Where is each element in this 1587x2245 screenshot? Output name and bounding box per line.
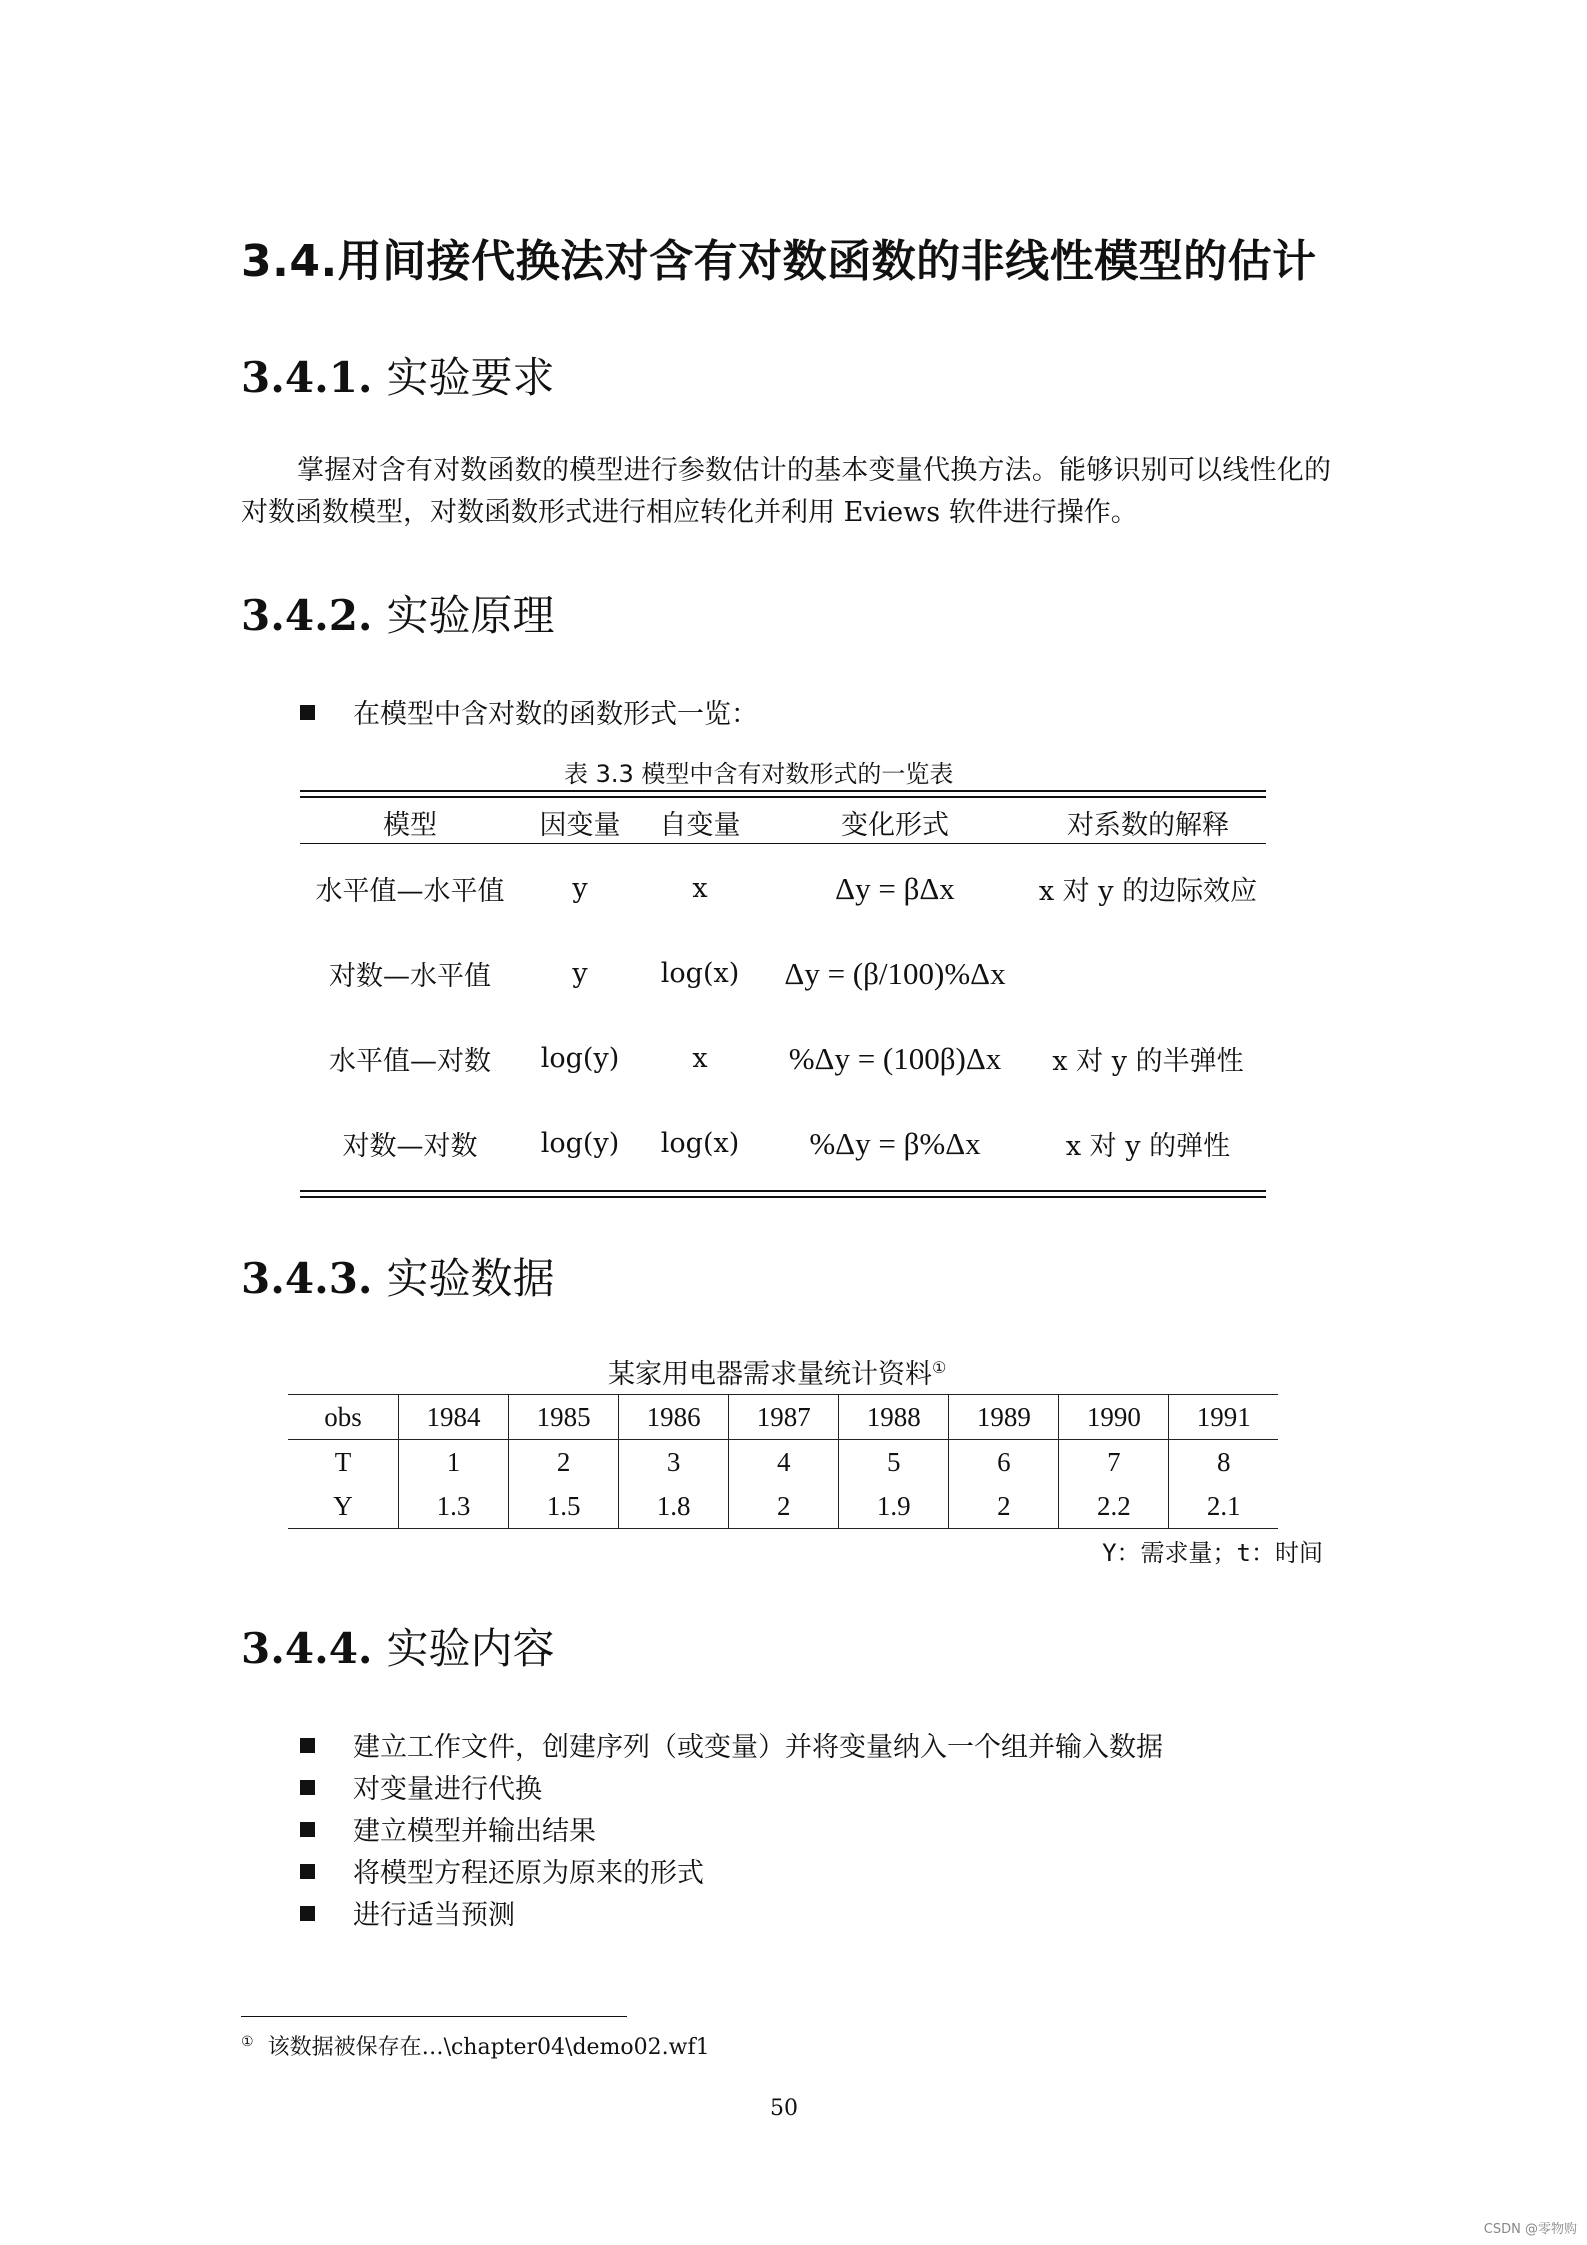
- data-cell: 6: [949, 1440, 1059, 1485]
- subsection-number: 3.4.2.: [241, 591, 373, 640]
- page-number: 50: [770, 2096, 798, 2121]
- bullet-item: [300, 1851, 704, 1890]
- data-cell: 3: [619, 1440, 729, 1485]
- subsection-number: 3.4.1.: [241, 353, 373, 402]
- table-header-cell: 模型: [383, 809, 437, 841]
- independent-cell: log(x): [660, 1128, 740, 1159]
- subsection-number: 3.4.3.: [241, 1254, 373, 1303]
- footnote-marker: ①: [932, 1358, 947, 1377]
- data-cell: 1984: [399, 1395, 509, 1440]
- table-caption: 表 3.3 模型中含有对数形式的一览表: [564, 760, 954, 788]
- data-cell: 4: [729, 1440, 839, 1485]
- dependent-cell: log(y): [540, 1128, 620, 1159]
- data-cell: 2.2: [1059, 1484, 1169, 1529]
- data-table-header-row: [288, 1395, 1278, 1440]
- data-cell: 1.5: [509, 1484, 619, 1529]
- data-cell: T: [334, 1446, 352, 1477]
- bullet-item: [300, 1767, 542, 1806]
- interpretation-cell: [1030, 931, 1266, 1016]
- section-title: 3.4.用间接代换法对含有对数函数的非线性模型的估计: [241, 236, 1317, 287]
- watermark: CSDN @零物购: [1483, 2222, 1577, 2237]
- table-header-cell: 变化形式: [841, 809, 949, 841]
- data-cell: 1985: [509, 1395, 619, 1440]
- data-table-note: Y：需求量；t：时间: [1102, 1539, 1323, 1567]
- bullet-text: 将模型方程还原为原来的形式: [353, 1858, 704, 1889]
- bullet-text: 进行适当预测: [353, 1900, 515, 1931]
- data-cell: 8: [1169, 1440, 1278, 1485]
- data-cell: 1990: [1059, 1395, 1169, 1440]
- subsection-heading-requirements: [241, 345, 555, 405]
- data-cell: obs: [288, 1395, 399, 1440]
- table-row: [300, 1101, 1266, 1186]
- requirements-paragraph: 掌握对含有对数函数的模型进行参数估计的基本变量代换方法。能够识别可以线性化的对数函数模型，对数函数形式进行相应转化并利用 Eviews 软件进行操作。: [241, 455, 1331, 528]
- bullet-text: 在模型中含对数的函数形式一览：: [353, 699, 758, 730]
- interpretation-cell: x 对 y 的边际效应: [1038, 876, 1258, 907]
- independent-cell: log(x): [660, 958, 740, 989]
- data-cell: 1.8: [619, 1484, 729, 1529]
- table-row: [300, 931, 1266, 1016]
- subsection-heading-principle: [241, 583, 555, 643]
- model-cell: 对数—对数: [342, 1131, 478, 1162]
- table-header-cell: 因变量: [539, 809, 621, 841]
- bullet-item: [300, 1893, 515, 1932]
- footnote-marker: ①: [241, 2033, 254, 2050]
- bullet-item: [300, 692, 758, 731]
- dependent-cell: y: [572, 873, 588, 904]
- table-top-rule: [300, 790, 1266, 792]
- data-table-row: [288, 1484, 1278, 1529]
- bullet-text: 建立模型并输出结果: [353, 1816, 596, 1847]
- data-cell: 1988: [839, 1395, 949, 1440]
- bullet-text: 建立工作文件，创建序列（或变量）并将变量纳入一个组并输入数据: [353, 1732, 1163, 1763]
- data-table-caption: [608, 1352, 946, 1391]
- data-cell: 1989: [949, 1395, 1059, 1440]
- subsection-title: 实验要求: [386, 353, 555, 402]
- bullet-square-icon: [300, 1822, 315, 1837]
- data-cell: 1.3: [399, 1484, 509, 1529]
- subsection-title: 实验原理: [386, 591, 555, 640]
- table-header-cell: 自变量: [659, 809, 741, 841]
- log-forms-table: [300, 798, 1266, 1186]
- footnote: [241, 2030, 710, 2061]
- data-cell: 1991: [1169, 1395, 1278, 1440]
- footnote-text: 该数据被保存在…\chapter04\demo02.wf1: [267, 2035, 710, 2060]
- subsection-heading-data: [241, 1246, 555, 1306]
- dependent-cell: y: [572, 958, 588, 989]
- data-cell: Y: [288, 1484, 399, 1529]
- data-cell: 1.9: [839, 1484, 949, 1529]
- model-cell: 水平值—对数: [329, 1046, 491, 1077]
- independent-cell: x: [692, 1043, 708, 1074]
- model-cell: 对数—水平值: [329, 961, 491, 992]
- form-cell: Δy = (β/100)%Δx: [784, 955, 1006, 991]
- table-bottom-rule: [300, 1190, 1266, 1192]
- bullet-square-icon: [300, 1738, 315, 1753]
- subsection-title: 实验数据: [386, 1254, 555, 1303]
- data-cell: 2: [729, 1484, 839, 1529]
- independent-cell: x: [692, 873, 708, 904]
- data-cell: 1987: [729, 1395, 839, 1440]
- bullet-square-icon: [300, 1864, 315, 1879]
- bullet-square-icon: [300, 1780, 315, 1795]
- data-table-caption-text: 某家用电器需求量统计资料: [608, 1359, 932, 1390]
- form-cell: Δy = βΔx: [835, 870, 955, 906]
- data-cell: 1: [399, 1440, 509, 1485]
- interpretation-cell: x 对 y 的半弹性: [1052, 1046, 1244, 1077]
- dependent-cell: log(y): [540, 1043, 620, 1074]
- bullet-square-icon: [300, 1906, 315, 1921]
- bullet-text: 对变量进行代换: [353, 1774, 542, 1805]
- table-header-row: [300, 798, 1266, 846]
- form-cell: %Δy = (100β)Δx: [788, 1040, 1002, 1076]
- table-row: [300, 1016, 1266, 1101]
- data-cell: 2: [509, 1440, 619, 1485]
- data-cell: 7: [1059, 1440, 1169, 1485]
- data-cell: 5: [839, 1440, 949, 1485]
- data-cell: 1986: [619, 1395, 729, 1440]
- demand-data-table: [288, 1394, 1278, 1529]
- interpretation-cell: x 对 y 的弹性: [1065, 1131, 1231, 1162]
- model-cell: 水平值—水平值: [315, 876, 505, 907]
- bullet-item: [300, 1725, 1163, 1764]
- bullet-square-icon: [300, 705, 315, 720]
- table-header-cell: 对系数的解释: [1067, 809, 1229, 841]
- table-header-rule: [300, 843, 1266, 844]
- footnote-rule: [241, 2016, 627, 2017]
- subsection-number: 3.4.4.: [241, 1624, 373, 1673]
- table-bottom-rule: [300, 1196, 1266, 1198]
- data-cell: 2.1: [1169, 1484, 1278, 1529]
- data-cell: 2: [949, 1484, 1059, 1529]
- bullet-item: [300, 1809, 596, 1848]
- data-table-row: [288, 1440, 1278, 1485]
- form-cell: %Δy = β%Δx: [809, 1125, 981, 1161]
- subsection-heading-content: [241, 1616, 555, 1676]
- subsection-title: 实验内容: [386, 1624, 555, 1673]
- table-row: [300, 846, 1266, 931]
